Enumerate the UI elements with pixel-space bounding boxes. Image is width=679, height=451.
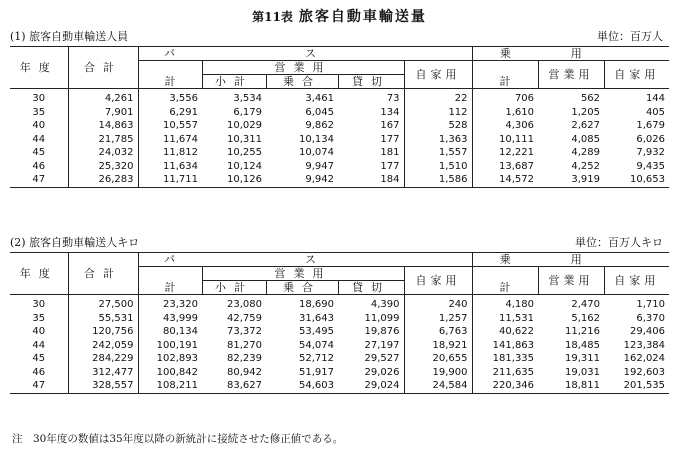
cell-bus-sub: 10,126 [202,173,266,187]
cell-bus-total: 100,842 [138,366,202,380]
cell-year: 30 [32,299,46,310]
cell-bus-sub: 83,627 [202,379,266,393]
cell-bus-noriai: 9,862 [305,120,334,131]
cell-car-eigyo: 5,162 [571,312,601,324]
cell-bus-jika: 6,763 [404,325,472,339]
cell-bus-total: 11,711 [138,173,202,187]
cell-bus-noriai: 6,045 [305,106,334,118]
footnote: 注 30年度の数値は35年度以降の新統計に接続させた修正値である。 [12,433,344,445]
cell-car-total: 40,622 [472,325,538,339]
col-year: 年度 [10,47,68,89]
cell-bus-kashikiri: 19,876 [364,326,400,337]
cell-bus-sub: 3,534 [233,93,262,104]
cell-bus-jika: 20,655 [404,352,472,366]
table-row [10,146,669,160]
cell-bus-noriai: 51,917 [299,366,334,378]
cell-bus-sub: 10,311 [227,133,262,145]
cell-car-total: 10,111 [472,133,538,147]
cell-year: 40 [32,120,46,131]
cell-bus-jika: 1,510 [404,160,472,174]
table-row [10,173,669,187]
col-bus-jikayo: 自家用 [404,267,472,295]
cell-bus-jika: 24,584 [404,379,472,393]
cell-car-eigyo: 2,470 [571,299,601,310]
section-2-unit: 単位：百万人キロ [575,236,663,249]
cell-car-total: 220,346 [472,379,538,393]
cell-car-eigyo: 11,216 [565,326,601,337]
cell-total: 25,320 [68,160,138,174]
cell-car-jika: 201,535 [604,379,669,393]
col-bus: バス [138,47,472,61]
cell-bus-jika: 240 [404,295,472,312]
cell-bus-noriai: 10,074 [299,147,334,158]
cell-bus-kashikiri: 73 [386,93,400,104]
cell-bus-kashikiri: 29,024 [338,379,404,393]
cell-bus-jika: 22 [404,89,472,106]
cell-bus-total: 23,320 [138,295,202,312]
col-joyo-kei: 計 [472,61,538,89]
cell-car-total: 211,635 [472,366,538,380]
cell-bus-sub: 10,029 [227,120,262,131]
cell-bus-sub: 10,124 [227,160,262,172]
cell-total: 27,500 [68,295,138,312]
cell-car-jika: 192,603 [623,366,666,378]
page-title [0,6,679,26]
cell-bus-kashikiri: 177 [380,160,400,172]
cell-car-jika: 9,435 [636,160,666,172]
section-2-title: (2) 旅客自動車輸送人キロ [10,236,140,249]
section-1-header [10,28,669,42]
table-row [10,133,669,147]
section-1-unit: 単位：百万人 [597,30,663,43]
table-row [10,312,669,326]
cell-year: 30 [32,93,46,104]
cell-bus-noriai: 9,947 [305,160,334,172]
cell-bus-kashikiri: 29,026 [364,366,400,378]
cell-bus-noriai: 52,712 [299,353,334,364]
section-2-table [10,252,669,394]
col-bus-eigyo: 営業用 [202,267,404,281]
cell-bus-noriai: 54,603 [266,379,338,393]
cell-car-jika: 162,024 [623,353,666,364]
cell-bus-noriai: 10,134 [299,133,334,145]
cell-year: 40 [32,326,46,337]
cell-bus-total: 11,812 [138,146,202,160]
cell-year: 44 [32,133,46,145]
cell-car-total: 706 [472,89,538,106]
cell-car-eigyo: 562 [580,93,601,104]
cell-car-eigyo: 4,252 [571,160,601,172]
col-kashikiri: 貸切 [338,281,404,295]
cell-total: 242,059 [68,339,138,353]
cell-car-eigyo: 18,485 [565,339,601,351]
cell-bus-total: 108,211 [138,379,202,393]
col-shokei: 小計 [202,75,266,89]
cell-bus-kashikiri: 11,099 [364,312,400,324]
cell-year: 45 [32,353,46,364]
section-1-title: (1) 旅客自動車輸送人員 [10,30,129,43]
cell-car-total: 4,306 [472,119,538,133]
cell-bus-kashikiri: 4,390 [370,299,400,310]
col-year: 年度 [10,253,68,295]
cell-bus-sub: 82,239 [227,353,262,364]
section-1-table [10,46,669,188]
col-shokei: 小計 [202,281,266,295]
cell-bus-sub: 10,255 [227,147,262,158]
cell-car-jika: 6,026 [636,133,666,145]
col-kashikiri: 貸切 [338,75,404,89]
cell-total: 312,477 [68,366,138,380]
cell-bus-sub: 81,270 [227,339,262,351]
cell-bus-jika: 1,586 [404,173,472,187]
cell-year: 47 [10,379,68,393]
cell-year: 47 [10,173,68,187]
cell-bus-total: 3,556 [138,89,202,106]
cell-car-total: 141,863 [472,339,538,353]
col-noriai: 乗合 [266,281,338,295]
cell-bus-total: 10,557 [138,119,202,133]
table-row [10,379,669,393]
cell-bus-total: 80,134 [138,325,202,339]
table-row [10,106,669,120]
cell-year: 46 [32,366,46,378]
cell-total: 26,283 [68,173,138,187]
col-bus: バス [138,253,472,267]
col-noriai: 乗合 [266,75,338,89]
cell-bus-kashikiri: 29,527 [364,353,400,364]
cell-bus-sub: 6,179 [233,106,262,118]
col-total: 合計 [68,47,138,89]
col-joyo-eigyo: 営業用 [538,61,604,89]
cell-car-jika: 123,384 [623,339,666,351]
cell-bus-kashikiri: 134 [380,106,400,118]
cell-car-total: 13,687 [472,160,538,174]
cell-bus-noriai: 53,495 [299,326,334,337]
table-row [10,352,669,366]
cell-car-total: 12,221 [472,146,538,160]
cell-bus-jika: 528 [404,119,472,133]
table-row [10,339,669,353]
cell-car-jika: 7,932 [636,147,666,158]
cell-year: 44 [32,339,46,351]
col-bus-jikayo: 自家用 [404,61,472,89]
col-joyo-eigyo: 営業用 [538,267,604,295]
cell-total: 328,557 [68,379,138,393]
col-joyo-jikayo: 自家用 [604,61,669,89]
section-2-header [10,234,669,248]
cell-total: 55,531 [68,312,138,326]
cell-bus-total: 43,999 [138,312,202,326]
cell-bus-noriai: 18,690 [299,299,334,310]
table-row [10,325,669,339]
cell-car-eigyo: 4,085 [571,133,601,145]
cell-car-eigyo: 1,205 [571,106,601,118]
cell-car-eigyo: 3,919 [538,173,604,187]
cell-total: 7,901 [68,106,138,120]
cell-car-jika: 29,406 [630,326,666,337]
cell-bus-total: 102,893 [138,352,202,366]
cell-car-jika: 1,710 [636,299,666,310]
cell-year: 46 [32,160,46,172]
cell-bus-jika: 18,921 [404,339,472,353]
cell-bus-total: 6,291 [138,106,202,120]
col-joyo: 乗用 [472,47,669,61]
cell-car-jika: 1,679 [636,120,666,131]
col-joyo-kei: 計 [472,267,538,295]
cell-bus-kashikiri: 181 [380,147,400,158]
col-bus-kei: 計 [138,61,202,89]
cell-total: 120,756 [68,325,138,339]
cell-bus-sub: 73,372 [227,326,262,337]
cell-total: 14,863 [68,119,138,133]
cell-car-jika: 10,653 [604,173,669,187]
cell-bus-jika: 1,557 [404,146,472,160]
cell-bus-total: 11,634 [138,160,202,174]
table-row [10,119,669,133]
cell-year: 35 [32,312,46,324]
cell-car-total: 11,531 [472,312,538,326]
table-row [10,295,669,312]
cell-car-jika: 6,370 [636,312,666,324]
cell-bus-sub: 42,759 [227,312,262,324]
cell-car-total: 1,610 [472,106,538,120]
cell-bus-jika: 1,363 [404,133,472,147]
cell-bus-total: 100,191 [138,339,202,353]
cell-total: 21,785 [68,133,138,147]
cell-bus-noriai: 54,074 [299,339,334,351]
cell-bus-noriai: 31,643 [299,312,334,324]
cell-total: 4,261 [68,89,138,106]
cell-total: 284,229 [68,352,138,366]
col-joyo-jikayo: 自家用 [604,267,669,295]
table-row [10,89,669,106]
cell-car-jika: 144 [645,93,666,104]
cell-car-total: 14,572 [472,173,538,187]
cell-car-eigyo: 19,031 [565,366,601,378]
cell-car-jika: 405 [645,106,666,118]
cell-bus-noriai: 3,461 [305,93,334,104]
cell-bus-total: 11,674 [138,133,202,147]
cell-year: 45 [32,147,46,158]
cell-bus-kashikiri: 167 [380,120,400,131]
cell-total: 24,032 [68,146,138,160]
cell-car-eigyo: 4,289 [571,147,601,158]
cell-bus-jika: 112 [404,106,472,120]
cell-bus-kashikiri: 177 [380,133,400,145]
cell-car-eigyo: 19,311 [565,353,601,364]
table-title-text: 旅客自動車輸送量 [298,9,427,25]
col-joyo: 乗用 [472,253,669,267]
cell-bus-noriai: 9,942 [266,173,338,187]
col-bus-kei: 計 [138,267,202,295]
table-number: 第11表 [252,10,293,24]
col-total: 合計 [68,253,138,295]
cell-bus-sub: 23,080 [227,299,262,310]
table-row [10,160,669,174]
cell-bus-kashikiri: 184 [338,173,404,187]
cell-bus-sub: 80,942 [227,366,262,378]
col-bus-eigyo: 営業用 [202,61,404,75]
table-row [10,366,669,380]
cell-car-total: 181,335 [472,352,538,366]
cell-car-total: 4,180 [472,295,538,312]
cell-bus-jika: 19,900 [404,366,472,380]
cell-year: 35 [32,106,46,118]
cell-car-eigyo: 18,811 [538,379,604,393]
cell-car-eigyo: 2,627 [571,120,601,131]
cell-bus-kashikiri: 27,197 [364,339,400,351]
cell-bus-jika: 1,257 [404,312,472,326]
